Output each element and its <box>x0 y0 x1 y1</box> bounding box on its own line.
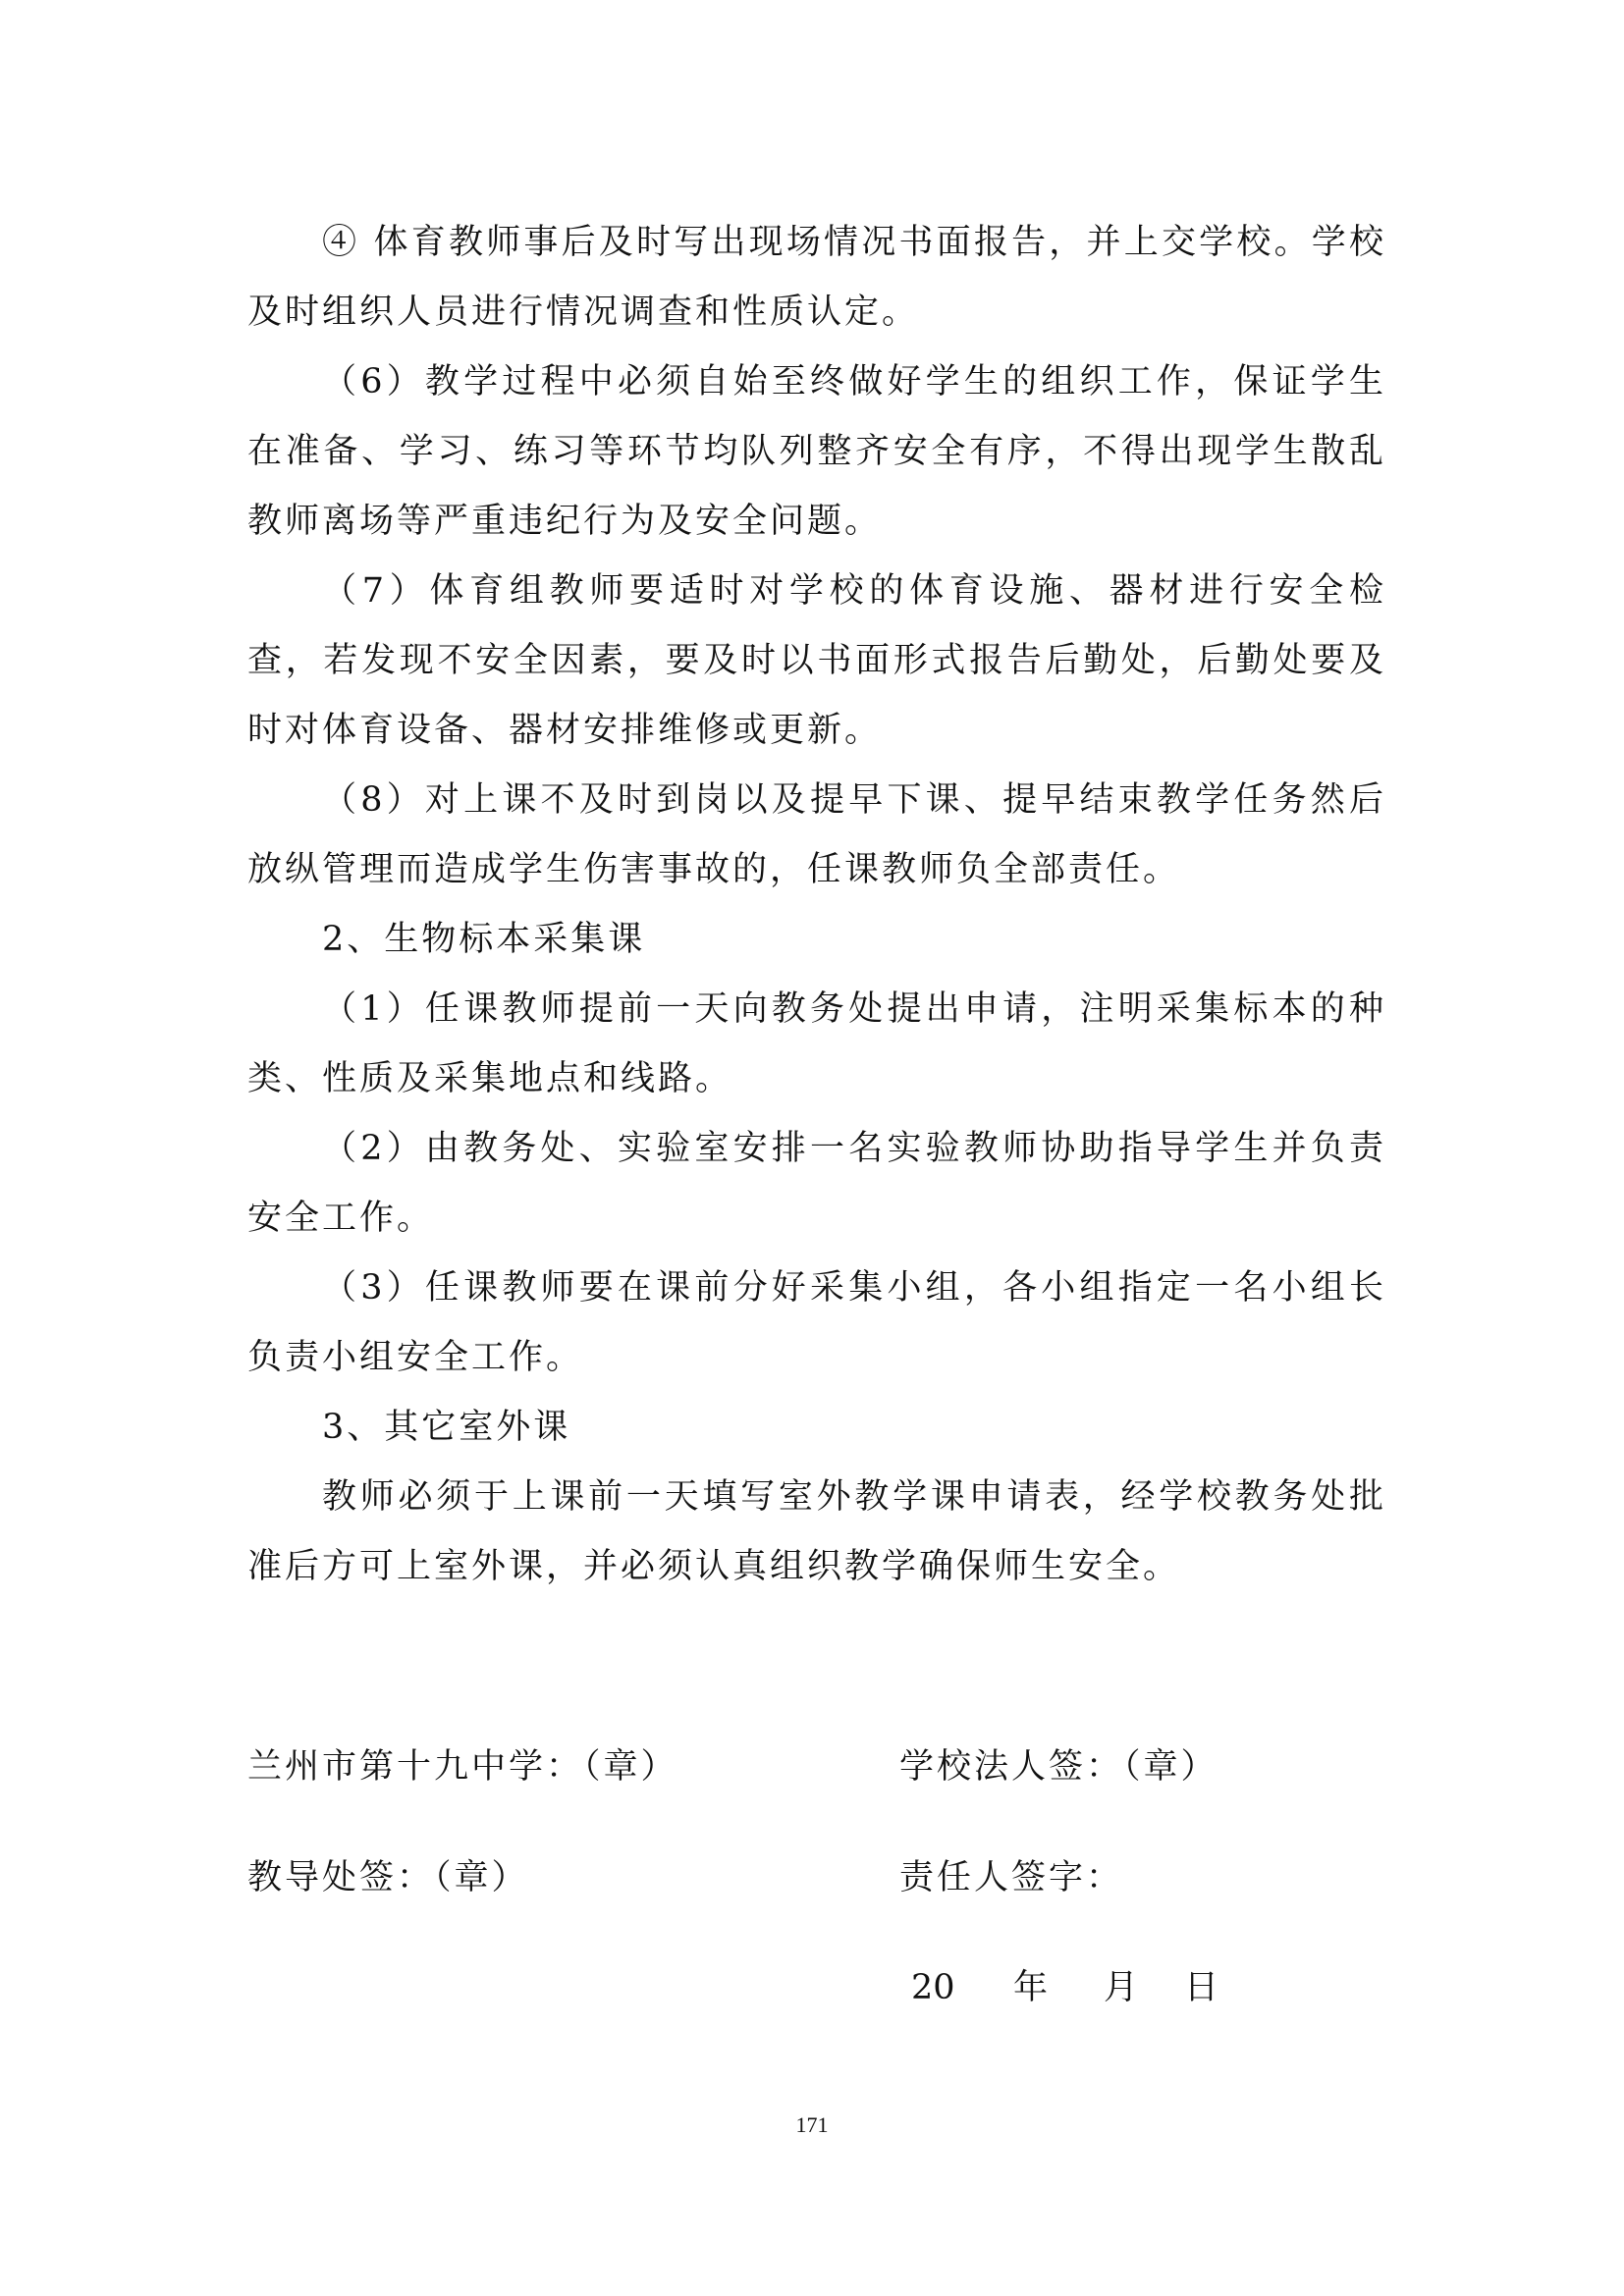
paragraph-item-8: （8）对上课不及时到岗以及提早下课、提早结束教学任务然后放纵管理而造成学生伤害事故的，任课教师负全部责任。 <box>247 780 1386 889</box>
date-day-label: 日 <box>1184 1968 1219 2007</box>
responsible-person-signature-label: 责任人签字： <box>899 1858 1124 1897</box>
paragraph-biology-1: （1）任课教师提前一天向教务处提出申请，注明采集标本的种类、性质及采集地点和线路。 <box>247 989 1386 1098</box>
date-month-label: 月 <box>1104 1968 1139 2007</box>
paragraph-other: 教师必须于上课前一天填写室外教学课申请表，经学校教务处批准后方可上室外课，并必须认真组织教学确保师生安全。 <box>247 1477 1386 1586</box>
section-heading-biology: 2、生物标本采集课 <box>322 920 646 959</box>
date-year-prefix: 20 <box>911 1968 955 2007</box>
school-seal-label: 兰州市第十九中学：（章） <box>247 1747 678 1787</box>
academic-office-signature-label: 教导处签：（章） <box>247 1858 529 1897</box>
date-year-label: 年 <box>1013 1968 1049 2007</box>
paragraph-biology-2: （2）由教务处、实验室安排一名实验教师协助指导学生并负责安全工作。 <box>247 1129 1386 1238</box>
section-heading-other: 3、其它室外课 <box>322 1408 571 1447</box>
page-number: 171 <box>795 2112 829 2137</box>
paragraph-item-7: （7）体育组教师要适时对学校的体育设施、器材进行安全检查，若发现不安全因素，要及时以书面形式报告后勤处，后勤处要及时对体育设备、器材安排维修或更新。 <box>247 571 1386 750</box>
paragraph-report: ④ 体育教师事后及时写出现场情况书面报告，并上交学校。学校及时组织人员进行情况调查和性质认定。 <box>247 223 1386 332</box>
paragraph-biology-3: （3）任课教师要在课前分好采集小组，各小组指定一名小组长负责小组安全工作。 <box>247 1268 1386 1377</box>
legal-person-signature-label: 学校法人签：（章） <box>899 1747 1218 1787</box>
paragraph-item-6: （6）教学过程中必须自始至终做好学生的组织工作，保证学生在准备、学习、练习等环节均队列整齐安全有序，不得出现学生散乱教师离场等严重违纪行为及安全问题。 <box>247 362 1386 541</box>
document-body <box>247 208 1386 1602</box>
